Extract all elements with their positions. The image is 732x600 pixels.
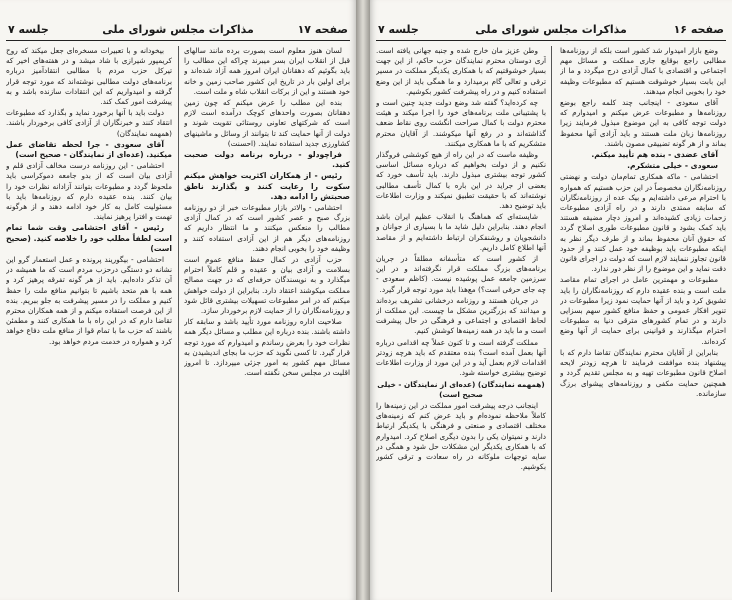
paragraph: رئیس - آقای احتشامی وقت شما تمام است لطفاً مطلب خود را خلاصه کنید. (صحیح است) <box>6 223 172 253</box>
paragraph: شایسته‌ای که هماهنگ با انقلاب عظیم ایران باشد انجام دهند. بنابراین دلیل شاید ما با بسیاری از جوانان و دانشجویان و روشنفکران ارتباط داشته‌ایم و از مقاصد آنها اطلاع کامل داریم. <box>376 212 546 252</box>
paragraph: (همهمه نمایندگان) (عده‌ای از نمایندگان - خیلی صحیح است) <box>377 379 545 399</box>
session-label: جلسه ۷ <box>8 23 49 36</box>
column-divider <box>551 46 552 592</box>
paragraph: از کشور است که متأسفانه مطلقاً در جریان برنامه‌های بزرگ مملکت قرار نگرفته‌اند و در این سرزمین جامعه عمل پوشیده نیست. (کاظم سعودی - چه جای حرفی است؟) مع‌هذا باید مورد توجه قرار گیرد. <box>376 254 546 294</box>
paragraph: بنابراین از آقایان محترم نمایندگان تقاضا دارم که با پیشنهاد بنده موافقت فرمایند تا هرچه زودتر لایحه اصلاح قانون مطبوعات تهیه و به مجلس تقدیم گردد و همچنین حمایت مکفی و روزنامه‌های پیشوای برزگ سازمانده. <box>560 347 726 398</box>
paragraph: مطبوعات و مهمترین عامل در اجرای تمام مقاصد ملت است و بنده عقیده دارم که روزنامه‌نگاران را باید تشویق کرد و باید از آنها حمایت نمود زیرا مطبوعات در تنویر افکار عمومی و حفظ منافع کشور سهم بسزایی دارند و در تمام کشورهای مترقی دنیا به مطبوعات احترام میگذارند و قوانینی برای حمایت از آنها وضع کرده‌اند. <box>560 275 726 346</box>
session-label: جلسه ۷ <box>378 23 419 36</box>
column-divider <box>178 46 179 592</box>
page-title: مذاکرات مجلس شورای ملی <box>102 23 254 36</box>
paragraph: آقای سعودی - اینجانب چند کلمه راجع بوضع روزنامه‌ها و مطبوعات عرض میکنم و امیدوارم که دولت توجه کافی به این موضوع مبذول فرمایند زیرا روزنامه‌ها زبان ملت هستند و باید آزادی آنها محفوظ بماند و از هر گونه تضییقی مصون باشند. <box>560 98 726 148</box>
paragraph: آقای سعودی - جرا لحظه تقاضای عمل میکنید. (عده‌ای از نمایندگان - صحیح است) <box>6 139 172 160</box>
page-header <box>376 20 726 41</box>
paragraph: اینجانب درجه پیشرفت امور مملکت در این زمینه‌ها را کاملاً ملاحظه نموده‌ام و باید عرض کنم که زمینه‌های مختلف اقتصادی و صنعتی و فرهنگی با یکدیگر ارتباط دارند و نمیتوان یکی را بدون دیگری اصلاح کرد. امیدوارم که با همکاری یکدیگر این مشکلات حل شود و همگی در سایه توجهات ملوکانه در راه سعادت و ترقی کشور بکوشیم. <box>376 400 546 472</box>
text-column-right <box>560 46 726 594</box>
paragraph: بنده این مطلب را عرض میکنم که چون زمین دهقانان بصورت واحدهای کوچک درآمده است لازم است که شرکتهای تعاونی روستائی تقویت شوند و دولت از آنها حمایت کند تا بتوانند از وسائل و ماشینهای کشاورزی جدید استفاده نمایند. (احسنت) <box>184 98 350 148</box>
page-header <box>6 20 350 41</box>
left-page <box>0 0 356 600</box>
paragraph: در جریان هستند و روزنامه درخشانی تشریف برده‌اند و میدانند که بزرگترین مشکل ما چیست. این مملکت از لحاظ اقتصادی و اجتماعی و فرهنگی در حال پیشرفت است و ما باید در همه زمینه‌ها کوشش کنیم. <box>376 295 546 336</box>
page-number: صفحه ۱۶ <box>673 23 724 36</box>
paragraph: فراچودلو - درباره برنامه دولت صحبت کنید. <box>184 150 350 170</box>
paragraph: صلاحیت اداره روزنامه مورد تأیید باشد و سابقه کار داشته باشند. بنده درباره این مطلب و مسائل دیگر همه نظرات خود را بعرض رساندم و امیدوارم که مورد توجه قرار گیرد. تا کسی نگوید که حزب ما بجای اندیشیدن به مسائل مهم کشور به امور جزئی میپردازد. تا امروز اقلیت در مجلس سخن نگفته است. <box>184 317 350 378</box>
paragraph: احتشامی - ماکه همکاری تمام‌مان دولت و نهضتی روزنامه‌نگاران مخصوصاً در این حزب هستیم که همواره با احترام مرعی داشته‌ایم و بیک عده از روزنامه‌نگاران که سابقه ممتدی دارند و در راه آزادی مطبوعات زحمات زیادی کشیده‌اند و امروز دچار مضیقه هستند باید کمک بشود و قانون مطبوعات طوری اصلاح گردد که حقوق آنان محفوظ بماند و از طرف دیگر نظر به اینکه مطبوعات باید بوظیفه خود عمل کنند و از حدود قانون تجاوز ننمایند لازم است که دولت در اجرای قانون دقت نماید و این موضوع را از نظر دور ندارد. <box>560 172 726 274</box>
paragraph: احتشامی - این روزنامه درست مخالف آزادی قلم و آزادی بیان است که از بدو جامعه دموکراسی باید ملحوظ گردد و مطبوعات بتوانند آزادانه نظرات خود را بیان کنند. بنده عقیده دارم که روزنامه‌ها باید با مسئولیت کامل به کار خود ادامه دهند و از هرگونه تهمت و افترا پرهیز نمایند. <box>6 161 172 222</box>
paragraph: وظیفه ماست که در این راه از هیچ کوششی فروگذار نکنیم و از دولت بخواهیم که درباره مسائل اساسی کشور توجه بیشتری مبذول دارند. باید تأسف خورد که بعضی از جراید در این باره با کمال تأسف مطالبی نوشته‌اند که با حقیقت تطبیق نمیکند و وزارت اطلاعات باید توضیح دهد. <box>376 150 546 211</box>
paragraph: وطن عزیز مان خارج شده و جنبه جهانی یافته است. آری دوستان محترم نمایندگان حزب حاکم، از این جهت بسیار خوشوقتیم که با همکاری یکدیگر مملکت در مسیر ترقی و تعالی گام برمیدارد و ما همگی باید از این وضع استفاده کنیم و در راه پیشرفت کشور بکوشیم. <box>376 46 546 96</box>
paragraph: دولت باید با آنها برخورد نماید و بگذارد که مطبوعات انتقاد کنند و خبرنگاران از آزادی کافی برخوردار باشند. (همهمه نمایندگان) <box>6 108 172 138</box>
paragraph: لسان هنوز معلوم است بصورت برده مانند سالهای قبل از انقلاب ایران بسر میبرند چراکه این مطالب را باید بگوئیم که دهقانان ایران امروز همه آزاد شده‌اند و برای اولین بار در تاریخ این کشور صاحب زمین و خانه خود هستند و این از برکات انقلاب شاه و ملت است. <box>184 46 350 96</box>
paragraph: چه کرده‌اید؟ گفته شد وضع دولت جدید چنین است و با پشتیبانی ملت برنامه‌های خود را اجرا میکند و هیئت محترم دولت با کمال صراحت انگشت روی نقاط ضعف گذاشته‌اند و در رفع آنها میکوشند. از آقایان محترم متشکریم که با ما همکاری میکنند. <box>376 98 546 148</box>
text-column-right <box>184 46 350 594</box>
paragraph: بیخودانه و با تعبیرات مسخره‌ای جعل میکند که روح کریمپور شیرازی با شاد میشد و در هفته‌های اخیر که تیرکل حزب مردم با مطالبی انتقادآمیز درباره برنامه‌های دولت مطالبی نوشته‌اند که مورد توجه قرار گرفته و امیدواریم که این انتقادات سازنده باشد و به پیشرفت امور کمک کند. <box>6 46 172 107</box>
page-title: مذاکرات مجلس شورای ملی <box>475 23 627 36</box>
paragraph: آقای عضدی - بنده هم تأیید میکنم. <box>591 150 718 160</box>
paragraph: احتشامی - بیگوریند پرونده و عمل استعمار گرو این نشانه دو دستگی درحزب مردم است که ما همیشه در آن تذکر داده‌ایم. باید از هر گونه تفرقه پرهیز کرد و همه با هم متحد باشیم تا بتوانیم منافع ملت را حفظ کنیم و مملکت را در مسیر پیشرفت به جلو ببریم. بنده از این فرصت استفاده میکنم و از همه همکاران محترم تقاضا دارم که در این راه با ما همکاری کنند و مطمئن باشند که حزب ما با تمام قوا از منافع ملت دفاع خواهد کرد و همواره در خدمت مردم خواهد بود. <box>6 255 172 346</box>
book-gutter <box>356 0 370 600</box>
paragraph: رئیس - از همکاران اکثریت خواهش میکنم سکوت را رعایت کنند و بگذارند ناطق صحبتش را ادامه دهد. <box>184 171 350 201</box>
paragraph: وضع بازار امیدوار شد کشور است بلکه از روزنامه‌ها مطالبی راجع بوقایع جاری مملکت و مسائل مهم اجتماعی و اقتصادی با کمال آزادی درج میگردد و ما از این بابت بسیار خوشوقت هستیم که مطبوعات وظیفه خود را بخوبی انجام میدهند. <box>560 46 726 96</box>
right-page <box>370 0 732 600</box>
text-column-left <box>6 46 172 594</box>
paragraph: احتشامی - والاتر بازار مطبوعات خبر از دو روزنامه بزرگ صبح و عصر کشور است که در کمال آزادی مطالب را منعکس میکنند و ما انتظار داریم که روزنامه‌های دیگر هم از این آزادی استفاده کنند و وظیفه خود را بخوبی انجام دهند. <box>184 203 350 253</box>
paragraph: حزب آزادی در کمال حفظ منافع عموم است بسلامت و آزادی بیان و عقیده و قلم کاملاً احترام میگذارد و به نویسندگان حرفه‌ای که در جهت مصالح مملکت میکوشند اعتقاد دارد. بنابراین از دولت خواهش میکنم که در امر مطبوعات تسهیلات بیشتری قائل شود و روزنامه‌نگاران را از حمایت لازم برخوردار سازد. <box>184 255 350 316</box>
text-column-left <box>376 46 546 594</box>
paragraph: سعودی - خیلی متشکرم. <box>627 161 718 171</box>
paragraph: مملکت گرفته است و تا کنون عملاً چه اقدامی درباره آنها بعمل آمده است؟ بنده معتقدم که باید هرچه زودتر اقدامات لازم بعمل آید و در این مورد از وزارت اطلاعات توضیح بیشتری خواسته شود. <box>376 337 546 378</box>
page-number: صفحه ۱۷ <box>297 23 348 36</box>
